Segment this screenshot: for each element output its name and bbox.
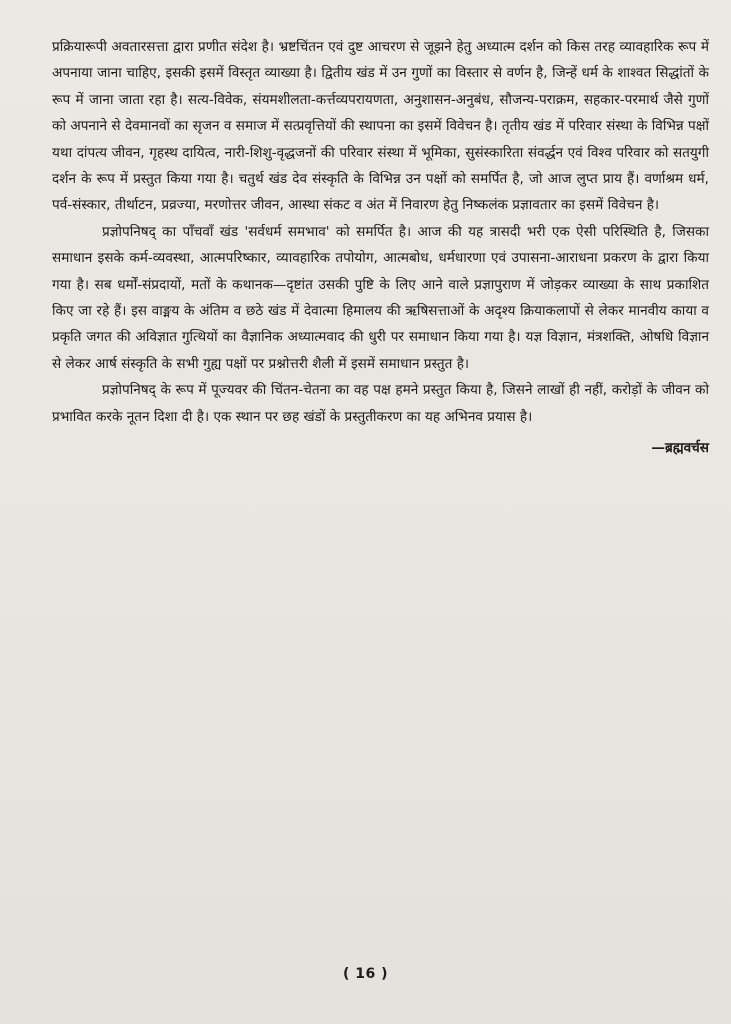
paragraph-1: प्रक्रियारूपी अवतारसत्ता द्वारा प्रणीत संदेश है। भ्रष्टचिंतन एवं दुष्ट आचरण से जूझने हेतु अध्यात्म दर्शन को किस तरह व्यावहारिक रूप में अपनाया जाना चाहिए, इसकी इसमें विस्तृत व्याख्या है। द्वितीय खंड में उन गुणों का विस्तार से वर्णन है, जिन्हें धर्म के शाश्वत सिद्धांतों के रूप में जाना जाता रहा है। सत्य-विवेक, संयमशीलता-कर्त्तव्यपरायणता, अनुशासन-अनुबंध, सौजन्य-पराक्रम, सहकार-परमार्थ जैसे गुणों को अपनाने से देवमानवों का सृजन व समाज में सत्प्रवृत्तियों की स्थापना का इसमें विवेचन है। तृतीय खंड में परिवार संस्था के विभिन्न पक्षों यथा दांपत्य जीवन, गृहस्थ दायित्व, नारी-शिशु-वृद्धजनों की परिवार संस्था में भूमिका, सुसंस्कारिता संवर्द्धन एवं विश्व परिवार को सतयुगी दर्शन के रूप में प्रस्तुत किया गया है। चतुर्थ खंड देव संस्कृति के विभिन्न उन पक्षों को समर्पित है, जो आज लुप्त प्राय हैं। वर्णाश्रम धर्म, पर्व-संस्कार, तीर्थाटन, प्रव्रज्या, मरणोत्तर जीवन, आस्था संकट व अंत में निवारण हेतु निष्कलंक प्रज्ञावतार का इसमें विवेचन है। <box>52 39 709 214</box>
author-signature: —ब्रह्मवर्चस <box>651 440 709 457</box>
paragraph-2: प्रज्ञोपनिषद् का पाँचवाँ खंड 'सर्वधर्म समभाव' को समर्पित है। आज की यह त्रासदी भरी एक ऐसी परिस्थिति है, जिसका समाधान इसके कर्म-व्यवस्था, आत्मपरिष्कार, व्यावहारिक तपोयोग, आत्मबोध, धर्मधारणा एवं उपासना-आराधना प्रकरण के द्वारा किया गया है। सब धर्मों-संप्रदायों, मतों के कथानक—दृष्टांत उसकी पुष्टि के लिए आने वाले प्रज्ञापुराण में जोड़कर व्याख्या के साथ प्रकाशित किए जा रहे हैं। इस वाङ्मय के अंतिम व छठे खंड में देवात्मा हिमालय की ऋषिसत्ताओं के अदृश्य क्रियाकलापों से लेकर मानवीय काया व प्रकृति जगत की अविज्ञात गुत्थियों का वैज्ञानिक अध्यात्मवाद की धुरी पर समाधान किया गया है। यज्ञ विज्ञान, मंत्रशक्ति, ओषधि विज्ञान से लेकर आर्ष संस्कृति के सभी गुह्य पक्षों पर प्रश्नोत्तरी शैली में इसमें समाधान प्रस्तुत है। <box>52 223 709 372</box>
paragraph-3: प्रज्ञोपनिषद् के रूप में पूज्यवर की चिंतन-चेतना का वह पक्ष हमने प्रस्तुत किया है, जिसने लाखों ही नहीं, करोड़ों के जीवन को प्रभावित करके नूतन दिशा दी है। एक स्थान पर छह खंडों के प्रस्तुतीकरण का यह अभिनव प्रयास है। <box>52 382 709 425</box>
page-number: ( 16 ) <box>342 966 389 982</box>
